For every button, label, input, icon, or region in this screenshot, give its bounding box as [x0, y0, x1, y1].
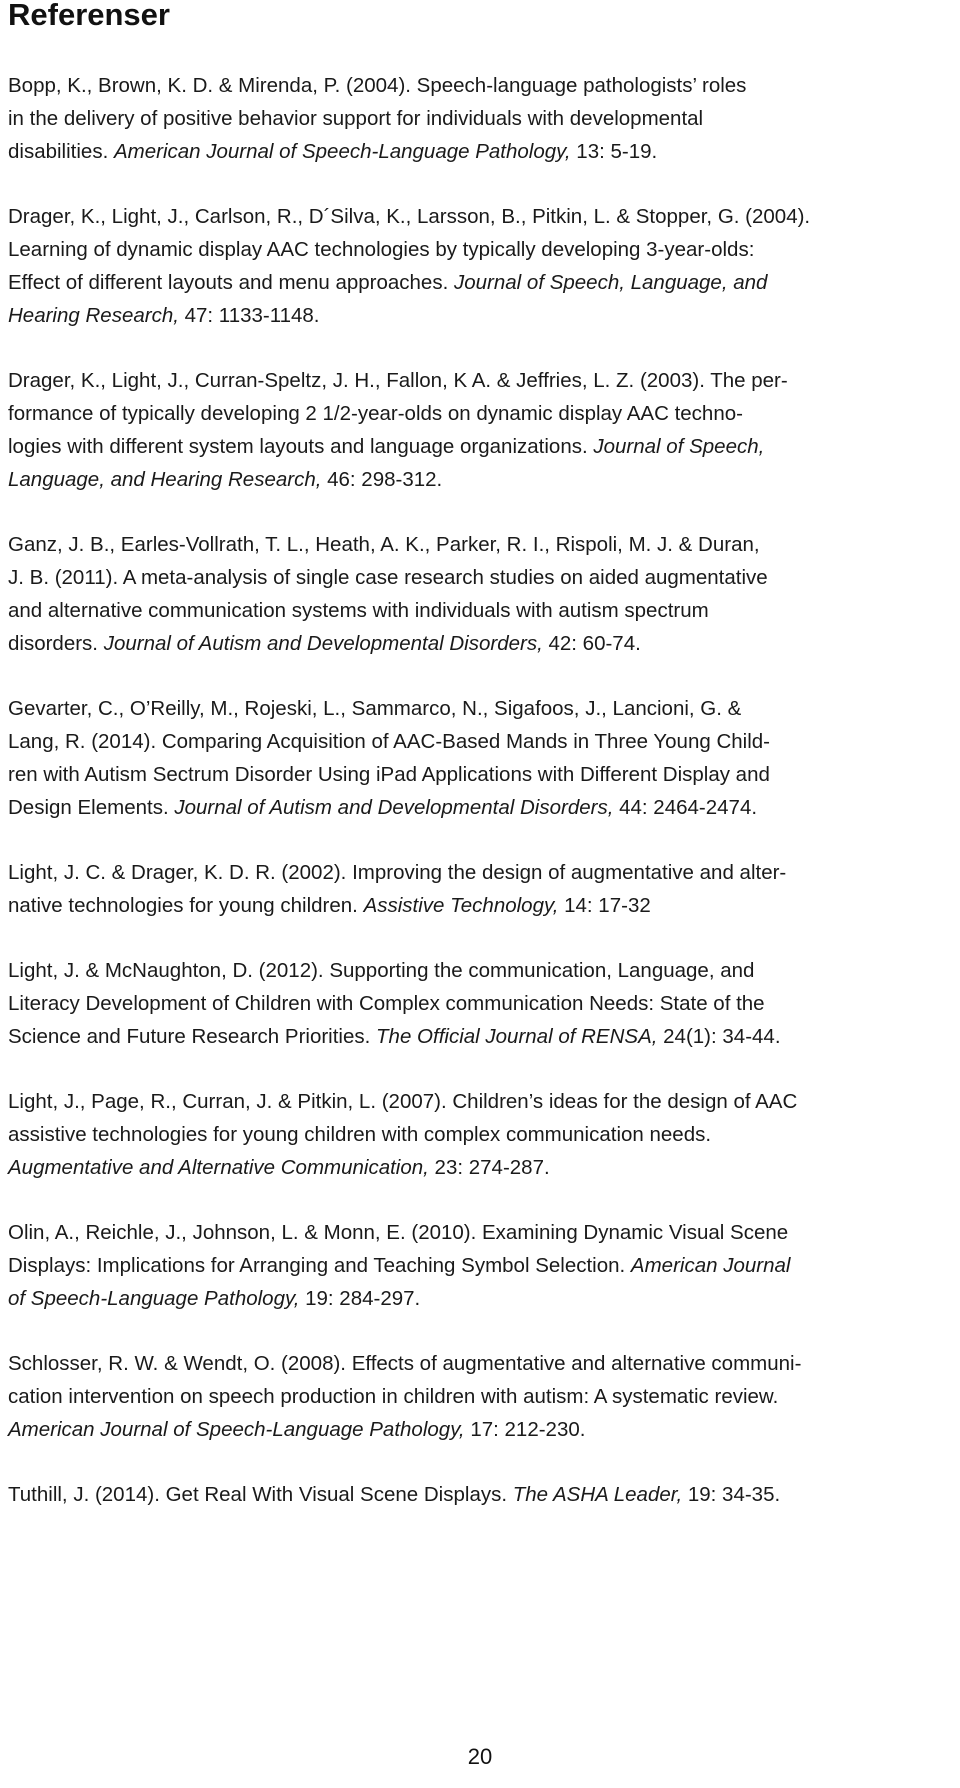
reference-text: Drager, K., Light, J., Carlson, R., D´Silva, K., Larsson, B., Pitkin, L. & Stopper, G. (2004).: [8, 205, 811, 228]
reference-text: 14: 17-32: [558, 894, 651, 917]
reference-text: 13: 5-19.: [570, 140, 658, 163]
reference-entry: [8, 364, 928, 496]
reference-text: 17: 212-230.: [464, 1418, 586, 1441]
reference-text: cation intervention on speech production in children with autism: A systematic review.: [8, 1385, 779, 1408]
reference-text: in the delivery of positive behavior support for individuals with developmental: [8, 107, 704, 130]
reference-text: logies with different system layouts and language organizations.: [8, 435, 594, 458]
reference-text: 19: 34-35.: [682, 1483, 781, 1506]
reference-line: [8, 397, 928, 430]
reference-line: [8, 954, 928, 987]
reference-text: Effect of different layouts and menu approaches.: [8, 271, 454, 294]
reference-text: 46: 298-312.: [321, 468, 443, 491]
journal-title: Hearing Research,: [8, 304, 179, 327]
reference-text: Light, J., Page, R., Curran, J. & Pitkin, L. (2007). Children’s ideas for the design of AAC: [8, 1090, 798, 1113]
journal-title: Assistive Technology,: [363, 894, 559, 917]
reference-text: Bopp, K., Brown, K. D. & Mirenda, P. (2004). Speech-language pathologists’ roles: [8, 74, 747, 97]
reference-line: [8, 430, 928, 463]
reference-line: [8, 528, 928, 561]
reference-text: J. B. (2011). A meta-analysis of single case research studies on aided augmentative: [8, 566, 768, 589]
reference-text: Schlosser, R. W. & Wendt, O. (2008). Effects of augmentative and alternative communi-: [8, 1352, 802, 1375]
journal-title: Journal of Speech, Language, and: [453, 271, 768, 294]
journal-title: The Official Journal of RENSA,: [376, 1025, 658, 1048]
reference-entry: [8, 1478, 928, 1511]
journal-title: American Journal: [630, 1254, 791, 1277]
reference-text: formance of typically developing 2 1/2-year-olds on dynamic display AAC techno-: [8, 402, 743, 425]
journal-title: American Journal of Speech-Language Pathology,: [8, 1418, 465, 1441]
reference-line: [8, 233, 928, 266]
reference-line: [8, 627, 928, 660]
reference-list: [8, 69, 928, 1543]
journal-title: of Speech-Language Pathology,: [8, 1287, 300, 1310]
journal-title: Journal of Autism and Developmental Disorders,: [103, 632, 543, 655]
journal-title: Journal of Speech,: [593, 435, 765, 458]
reference-text: ren with Autism Sectrum Disorder Using iPad Applications with Different Display and: [8, 763, 770, 786]
reference-text: native technologies for young children.: [8, 894, 364, 917]
reference-line: [8, 1478, 928, 1511]
reference-line: [8, 791, 928, 824]
reference-text: Ganz, J. B., Earles-Vollrath, T. L., Heath, A. K., Parker, R. I., Rispoli, M. J. & Duran,: [8, 533, 760, 556]
reference-line: [8, 561, 928, 594]
reference-text: 42: 60-74.: [542, 632, 641, 655]
reference-line: [8, 364, 928, 397]
reference-text: Light, J. & McNaughton, D. (2012). Supporting the communication, Language, and: [8, 959, 755, 982]
reference-line: [8, 463, 928, 496]
reference-line: [8, 135, 928, 168]
reference-text: Drager, K., Light, J., Curran-Speltz, J. H., Fallon, K A. & Jeffries, L. Z. (2003). The per-: [8, 369, 788, 392]
reference-line: [8, 1118, 928, 1151]
reference-line: [8, 1216, 928, 1249]
reference-text: disabilities.: [8, 140, 114, 163]
journal-title: Journal of Autism and Developmental Disorders,: [174, 796, 614, 819]
journal-title: The ASHA Leader,: [512, 1483, 683, 1506]
reference-line: [8, 69, 928, 102]
reference-entry: [8, 856, 928, 922]
reference-text: and alternative communication systems with individuals with autism spectrum: [8, 599, 709, 622]
reference-text: Tuthill, J. (2014). Get Real With Visual Scene Displays.: [8, 1483, 513, 1506]
reference-line: [8, 856, 928, 889]
reference-line: [8, 1249, 928, 1282]
reference-text: 24(1): 34-44.: [657, 1025, 781, 1048]
reference-entry: [8, 692, 928, 824]
reference-line: [8, 692, 928, 725]
reference-text: Design Elements.: [8, 796, 175, 819]
reference-entry: [8, 1216, 928, 1315]
reference-line: [8, 1282, 928, 1315]
page-number: 20: [467, 1744, 493, 1769]
reference-text: assistive technologies for young children with complex communication needs.: [8, 1123, 712, 1146]
reference-line: [8, 725, 928, 758]
reference-text: 44: 2464-2474.: [613, 796, 758, 819]
reference-line: [8, 889, 928, 922]
reference-line: [8, 1020, 928, 1053]
reference-text: Science and Future Research Priorities.: [8, 1025, 377, 1048]
reference-text: Literacy Development of Children with Complex communication Needs: State of the: [8, 992, 765, 1015]
reference-entry: [8, 1347, 928, 1446]
reference-text: Learning of dynamic display AAC technologies by typically developing 3-year-olds:: [8, 238, 755, 261]
reference-text: 23: 274-287.: [428, 1156, 550, 1179]
reference-entry: [8, 528, 928, 660]
reference-line: [8, 758, 928, 791]
reference-line: [8, 200, 928, 233]
reference-text: Olin, A., Reichle, J., Johnson, L. & Monn, E. (2010). Examining Dynamic Visual Scene: [8, 1221, 789, 1244]
reference-line: [8, 1347, 928, 1380]
reference-line: [8, 299, 928, 332]
reference-line: [8, 594, 928, 627]
reference-entry: [8, 69, 928, 168]
reference-line: [8, 1151, 928, 1184]
reference-text: Displays: Implications for Arranging and Teaching Symbol Selection.: [8, 1254, 631, 1277]
page-title: Referenser: [8, 0, 170, 32]
journal-title: American Journal of Speech-Language Pathology,: [113, 140, 571, 163]
reference-entry: [8, 954, 928, 1053]
reference-line: [8, 987, 928, 1020]
reference-text: 47: 1133-1148.: [178, 304, 320, 327]
reference-line: [8, 1413, 928, 1446]
reference-text: Light, J. C. & Drager, K. D. R. (2002). Improving the design of augmentative and alter-: [8, 861, 787, 884]
journal-title: Language, and Hearing Research,: [8, 468, 322, 491]
journal-title: Augmentative and Alternative Communication,: [8, 1156, 429, 1179]
reference-line: [8, 102, 928, 135]
reference-line: [8, 266, 928, 299]
reference-text: Lang, R. (2014). Comparing Acquisition of AAC-Based Mands in Three Young Child-: [8, 730, 770, 753]
reference-text: 19: 284-297.: [299, 1287, 421, 1310]
reference-text: disorders.: [8, 632, 104, 655]
reference-entry: [8, 1085, 928, 1184]
reference-text: Gevarter, C., O’Reilly, M., Rojeski, L., Sammarco, N., Sigafoos, J., Lancioni, G. &: [8, 697, 742, 720]
reference-line: [8, 1085, 928, 1118]
reference-line: [8, 1380, 928, 1413]
reference-entry: [8, 200, 928, 332]
